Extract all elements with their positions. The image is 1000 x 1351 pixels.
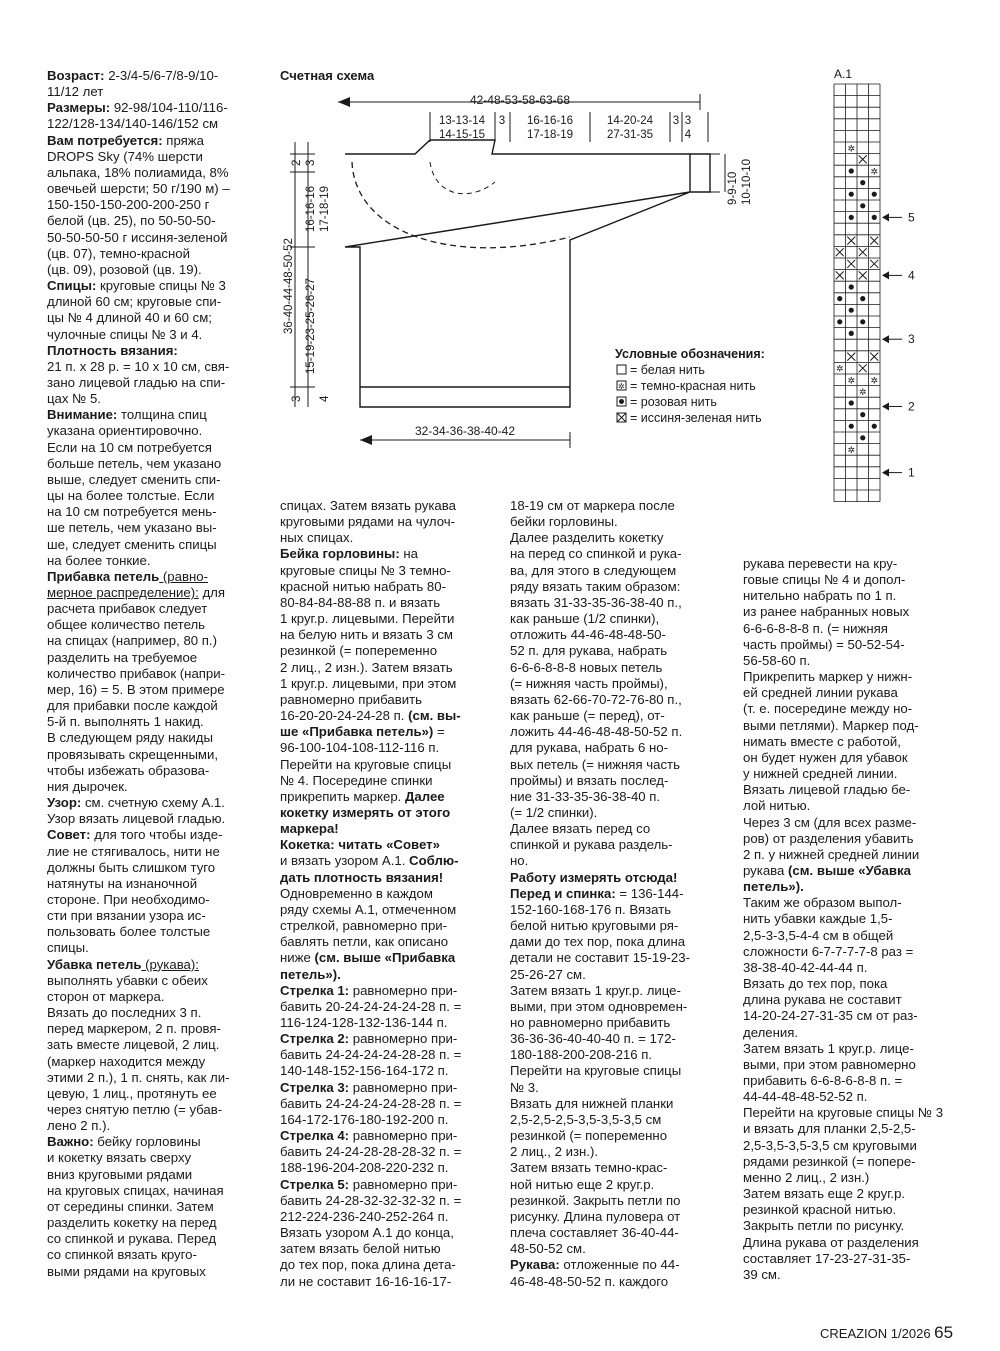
chart-cell-mark — [860, 435, 865, 440]
n3-label-b: 3 — [672, 115, 680, 127]
chart-cell-mark — [849, 192, 854, 197]
chart-cell-mark — [849, 215, 854, 220]
chart-cell-mark — [859, 248, 867, 256]
chart-cell-mark — [849, 308, 854, 313]
chart-cell-mark — [870, 260, 878, 268]
bold-text: Стрелка 5: — [280, 1176, 350, 1192]
chart-cell-mark — [859, 364, 867, 372]
svg-text:= белая нить: = белая нить — [630, 363, 705, 377]
svg-text:= розовая нить: = розовая нить — [630, 395, 717, 409]
chart-cell-mark — [872, 424, 877, 429]
bottom-width-label: 32-34-36-38-40-42 — [414, 424, 516, 438]
body-text: (равно- мерное распределение): — [47, 568, 208, 600]
bold-text: (см. выше «Прибавка петель»). — [280, 950, 456, 982]
paragraph — [510, 498, 725, 870]
bold-text: Совет: — [47, 827, 91, 843]
left-b4: 4 — [319, 395, 331, 402]
body-text: = 96-100-104-108-112-116 п. Перейти на круговые спицы № 4. Посередине спинки прикрепить маркер. — [280, 724, 452, 804]
bold-text: Стрелка 4: — [280, 1128, 350, 1144]
body-text: круговые спицы № 3 длиной 60 см; круговые спи- цы № 4 длиной 40 и 60 см; чулочные спицы № 3 и 4. — [47, 278, 226, 342]
body-text: отложенные по 44- 46-48-48-50-52 п. каждого — [510, 1257, 680, 1289]
svg-text:1: 1 — [908, 465, 915, 480]
bold-text: Рукава: — [510, 1257, 560, 1273]
body-text: равномерно при- бавить 20-24-24-24-24-28 п. = 116-124-128-132-136-144 п. — [280, 982, 462, 1030]
svg-text:3: 3 — [908, 332, 915, 347]
chart-cell-mark — [872, 192, 877, 197]
paragraph — [47, 569, 259, 795]
svg-text:2: 2 — [908, 399, 915, 414]
text-column-4 — [743, 556, 958, 1283]
chart-cell-mark: ✲ — [870, 375, 879, 386]
paragraph — [47, 343, 259, 408]
paragraph — [47, 795, 259, 827]
body-text: бейку горловины и кокетку вязать сверху вниз круговыми рядами на круговых спицах, начиная от середины спинки. Затем разделить кокетку на перед со спинкой и рукава. Перед со спинкой вязать круго- выми рядами на круговых — [47, 1134, 224, 1279]
body-text: 2-3/4-5/6-7/8-9/10- 11/12 лет — [47, 68, 219, 100]
chart-arrow-4 — [882, 268, 915, 282]
legend-item-teal — [617, 411, 762, 425]
bold-text: Далее кокетку измерять от этого маркера! — [280, 788, 451, 837]
pattern-chart-a1 — [820, 62, 940, 512]
paragraph — [510, 1257, 725, 1289]
paragraph — [280, 546, 490, 837]
legend-title: Условные обозначения: — [615, 347, 765, 361]
chart-cell-mark — [870, 237, 878, 245]
chart-cell-mark — [860, 203, 865, 208]
bold-text: Размеры: — [47, 100, 111, 116]
chart-cell-mark — [849, 331, 854, 336]
left-2: 2 — [291, 159, 303, 166]
chart-arrow-1 — [882, 466, 915, 480]
left-yoke-b: 17-18-19 — [319, 185, 331, 232]
chart-cell-mark: ✲ — [858, 386, 867, 397]
neck-label-a: 13-13-14 — [438, 115, 486, 127]
left-yoke-a: 16-16-16 — [305, 185, 317, 232]
svg-text:5: 5 — [908, 210, 915, 225]
bold-text: Бейка горловины: — [280, 546, 400, 562]
sleeve-label-b: 17-18-19 — [526, 129, 574, 141]
paragraph — [280, 498, 490, 546]
chart-cell-mark — [836, 271, 844, 279]
paragraph — [47, 100, 259, 132]
paragraph — [743, 556, 958, 1283]
cuff-height-b: 10-10-10 — [741, 158, 753, 205]
left-b3: 3 — [291, 395, 303, 402]
body-text: Таким же образом выпол- нить убавки каждые 1,5- 2,5-3-3,5-4-4 см в общей сложности 6-7-7-7-7-8 раз = 38-38-40-42-44-44 п. Вязать до тех пор, пока длина рукава не составит 14-20-24-27-31-35 см от раз- деления. Затем вязать 1 круг.р. лице- выми, при этом равномерно прибавить 6-6-8-6-8-8 п. = 44-44-48-48-52-52 п. Перейти на круговые спицы № 3 и вязать для планки 2,5-2,5- 2,5-3,5-3,5-3,5 см круговыми рядами резинкой (= попере- менно 2 лиц., 2 изн.) Затем вязать еще 2 круг.р. резинкой красной нитью. Закрыть петли по рисунку. Длина рукава от разделения составляет 17-23-27-31-35- 39 см. — [743, 895, 944, 1282]
bold-text: Внимание: — [47, 407, 118, 423]
legend-item-red — [617, 379, 756, 393]
bold-text: Кокетка: читать «Совет» — [280, 837, 440, 853]
bold-text: Стрелка 1: — [280, 982, 350, 998]
body-text: равномерно при- бавить 24-24-28-28-28-32 п. = 188-196-204-208-220-232 п. — [280, 1128, 462, 1176]
chart-cell-mark — [847, 353, 855, 361]
magazine-name: CREAZION 1/2026 — [820, 1326, 931, 1341]
body-text: для того чтобы изде- лие не стягивалось, нити не должны быть слишком туго натянуты на изнаночной стороне. При необходимо- сти при вязании узора ис- пользовать более толстые спицы. — [47, 827, 223, 956]
chart-cell-mark: ✲ — [847, 143, 856, 154]
svg-text:4: 4 — [908, 268, 915, 283]
body-text: равномерно при- бавить 24-24-24-24-28-28 п. = 164-172-176-180-192-200 п. — [280, 1079, 462, 1127]
body-text: рукава перевести на кру- говые спицы № 4 и допол- нительно набрать по 1 п. из ранее набранных новых 6-6-6-8-8-8 п. (= нижняя часть проймы) = 50-52-54- 56-58-60 п. Прикрепить маркер у нижн- ей средней линии рукава (т. е. посередине между но- выми петлями). Маркер под- нимать вместе с работой, он будет нужен для убавок у нижней средней линии. Вязать лицевой гладью бе- лой нитью. Через 3 см (для всех разме- ров) от разделения убавить 2 п. у нижней средней линии рукава — [743, 556, 920, 878]
body-text: равномерно при- бавить 24-28-32-32-32-32 п. = 212-224-236-240-252-264 п. Вязать узором А.1 до конца, затем вязать белой нитью до тех пор, пока длина дета- ли не составит 16-16-16-17- — [280, 1176, 462, 1289]
bold-text: Спицы: — [47, 278, 97, 294]
body-text: равномерно при- бавить 24-24-24-24-28-28 п. = 140-148-152-156-164-172 п. — [280, 1031, 462, 1079]
bold-text: Соблю- дать плотность вязания! — [280, 853, 459, 885]
bold-text: Узор: — [47, 795, 82, 811]
paragraph — [280, 1177, 490, 1290]
left-3: 3 — [305, 159, 317, 166]
chart-cell-mark — [859, 155, 867, 163]
bold-text: Прибавка петель — [47, 568, 160, 584]
paragraph — [280, 1031, 490, 1079]
text-column-2 — [280, 498, 490, 1290]
body-text: см. счетную схему А.1. Узор вязать лицевой гладью. — [47, 795, 226, 827]
text-column-1 — [47, 68, 259, 1280]
body-text: пряжа DROPS Sky (74% шерсти альпака, 18% полиамида, 8% овечьей шерсти; 50 г/190 м) – 150-150-150-200-200-250 г белой (цв. 25), по 50-50-50- 50-50-50-50 г иссиня-зеленой (цв. 07), темно-красной (цв. 09), розовой (цв. 19). — [47, 132, 230, 277]
body-text: 92-98/104-110/116- 122/128-134/140-146/152 см — [47, 100, 228, 132]
paragraph — [47, 827, 259, 956]
paragraph — [47, 1134, 259, 1279]
chart-cell-mark — [870, 353, 878, 361]
paragraph — [47, 957, 259, 1135]
chart-cell-mark — [847, 237, 855, 245]
body-text: (рукава): — [141, 956, 199, 972]
chart-cell-mark — [836, 248, 844, 256]
chart-cell-mark — [860, 296, 865, 301]
bold-text: Стрелка 3: — [280, 1079, 350, 1095]
body-text: толщина спиц указана ориентировочно. Если на 10 см потребуется больше петель, чем указано выше, следует сменить спи- цы на более толстые. Если на 10 см потребуется мень- ше петель, чем указано вы- ше, следует сменить спицы на более тонкие. — [47, 407, 222, 568]
chart-cell-mark — [860, 412, 865, 417]
paragraph — [280, 1128, 490, 1176]
chart-grid — [834, 84, 880, 502]
paragraph — [47, 407, 259, 569]
chart-arrow-3 — [882, 332, 915, 346]
body-text: 21 п. х 28 р. = 10 х 10 см, свя- зано лицевой гладью на спи- цах № 5. — [47, 358, 230, 407]
chart-cell-mark — [837, 296, 842, 301]
body-text: и вязать узором А.1. — [280, 853, 406, 869]
svg-text:✲: ✲ — [618, 382, 625, 391]
legend-item-pink — [617, 395, 717, 409]
paragraph — [280, 837, 490, 982]
page-number: 65 — [934, 1323, 954, 1342]
bold-text: (см. выше «Убавка петель»). — [743, 862, 911, 895]
n4-label: 4 — [684, 129, 692, 141]
n3-label-a: 3 — [498, 115, 506, 127]
paragraph — [47, 133, 259, 278]
body-text: Одновременно в каждом ряду схемы А.1, отмеченном стрелкой, равномерно при- бавлять петли, как описано ниже — [280, 885, 457, 966]
body-text: = 136-144- 152-160-168-176 п. Вязать белой нитью круговыми ря- дами до тех пор, пока длина детали не составит 15-19-23- 25-26-27 см. Затем вязать 1 круг.р. лице- выми, при этом одновремен- но равномерно прибавить 36-36-36-40-40-40 п. = 172- 180-188-200-208-216 п. Перейти на круговые спицы № 3. Вязать для нижней планки 2,5-2,5-2,5-3,5-3,5-3,5 см резинкой (= попеременно 2 лиц., 2 изн.). Затем вязать темно-крас- ной нитью еще 2 круг.р. резинкой. Закрыть петли по рисунку. Длина пуловера от плеча составляет 36-40-44- 48-50-52 см. — [510, 885, 690, 1257]
diagram-title: Счетная схема — [280, 68, 375, 83]
chart-cell-mark — [849, 284, 854, 289]
cuff-label-b: 27-31-35 — [606, 129, 654, 141]
body-text: на круговые спицы № 3 темно- красной нитью набрать 80- 80-84-84-88-88 п. и вязать 1 круг.р. лицевыми. Перейти на белую нить и вязать 3 см резинкой (= попеременно 2 лиц., 2 изн.). Затем вязать 1 круг.р. лицевыми, при этом равномерно прибавить 16-20-20-24-24-28 п. — [280, 546, 457, 724]
left-body: 15-19-23-25-26-27 — [305, 278, 317, 374]
chart-cell-mark: ✲ — [847, 444, 856, 455]
text-column-3 — [510, 498, 725, 1290]
legend-item-white — [617, 363, 705, 377]
chart-cell-mark: ✲ — [847, 375, 856, 386]
bold-text: Возраст: — [47, 68, 105, 83]
schematic-diagram — [270, 62, 810, 482]
cuff-label-a: 14-20-24 — [606, 115, 654, 127]
chart-cell-mark — [860, 180, 865, 185]
chart-cell-mark — [859, 271, 867, 279]
body-text: для расчета прибавок следует общее количество петель на спицах (например, 80 п.) разделить на требуемое количество прибавок (напри- мер, 16) = 5. В этом примере для прибавки после каждой 5-й п. выполнять 1 накид. В следующем ряду накиды провязывать скрещенными, чтобы избежать образова- ния дырочек. — [47, 585, 226, 794]
top-width-label: 42-48-53-58-63-68 — [469, 93, 571, 107]
neck-label-b: 14-15-15 — [438, 129, 486, 141]
body-text: спицах. Затем вязать рукава круговыми рядами на чулоч- ных спицах. — [280, 498, 456, 546]
bold-text: Стрелка 2: — [280, 1031, 350, 1047]
paragraph — [510, 870, 725, 1258]
bold-text: Работу измерять отсюда! Перед и спинка: — [510, 869, 678, 901]
paragraph — [280, 983, 490, 1031]
chart-cell-mark — [849, 168, 854, 173]
chart-cell-mark: ✲ — [870, 166, 879, 177]
left-total: 36-40-44-48-50-52 — [283, 238, 295, 334]
chart-cell-mark: ✲ — [835, 363, 844, 374]
n3-label-c: 3 — [684, 115, 692, 127]
chart-cell-mark — [847, 260, 855, 268]
svg-text:= темно-красная нить: = темно-красная нить — [630, 379, 756, 393]
bold-text: Вам потребуется: — [47, 132, 163, 148]
bold-text: Убавка петель — [47, 956, 142, 972]
paragraph — [47, 278, 259, 343]
bold-text: (см. вы- ше «Прибавка петель») — [280, 708, 461, 740]
chart-cell-mark — [837, 319, 842, 324]
chart-cell-mark — [849, 424, 854, 429]
chart-cell-mark — [849, 400, 854, 405]
chart-arrow-2 — [882, 399, 915, 413]
cuff-height-a: 9-9-10 — [727, 171, 739, 205]
paragraph — [280, 1080, 490, 1128]
chart-cell-mark — [860, 319, 865, 324]
chart-arrow-5 — [882, 210, 915, 224]
sleeve-label-a: 16-16-16 — [526, 115, 574, 127]
chart-title: А.1 — [834, 67, 853, 81]
bold-text: Важно: — [47, 1134, 94, 1150]
paragraph — [47, 68, 259, 100]
body-text: выполнять убавки с обеих сторон от маркера. Вязать до последних 3 п. перед маркером, 2 п. провя- зать вместе лицевой, 2 лиц. (маркер находится между этими 2 п.), 1 п. снять, как ли- цевую, 1 лиц., протянуть ее через снятую петлю (= убав- лено 2 п.). — [47, 972, 230, 1134]
bold-text: Плотность вязания: — [47, 342, 178, 358]
chart-cell-mark — [872, 215, 877, 220]
svg-text:= иссиня-зеленая нить: = иссиня-зеленая нить — [630, 411, 762, 425]
page-footer — [820, 1323, 953, 1343]
body-text: 18-19 см от маркера после бейки горловины. Далее разделить кокетку на перед со спинкой и рука- ва, для этого в следующем ряду вязать таким образом: вязать 31-33-35-36-38-40 п., как раньше (1/2 спинки), отложить 44-46-48-48-50- 52 п. для рукава, набрать 6-6-6-8-8-8 новых петель (= нижняя часть проймы), вязать 62-66-70-72-76-80 п., как раньше (= перед), от- ложить 44-46-48-48-50-52 п. для рукава, набрать 6 но- вых петель (= нижняя часть проймы) и вязать послед- ние 31-33-35-36-38-40 п. (= 1/2 спинки). Далее вязать перед со спинкой и рукава раздель- но. — [510, 498, 683, 869]
